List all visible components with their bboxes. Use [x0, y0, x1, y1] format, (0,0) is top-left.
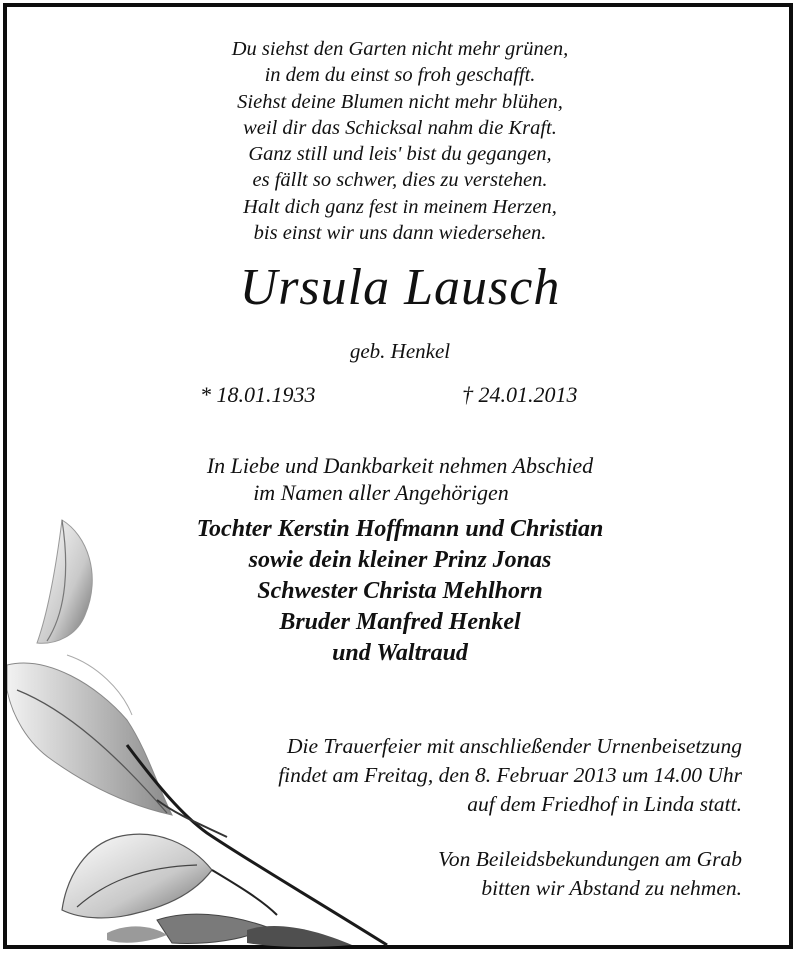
poem-line: in dem du einst so froh geschafft.	[264, 64, 536, 87]
poem-line: es fällt so schwer, dies zu verstehen.	[252, 169, 548, 192]
mourner-line: Schwester Christa Mehlhorn	[257, 578, 543, 604]
mourner-line: sowie dein kleiner Prinz Jonas	[248, 547, 552, 573]
poem-line: Siehst deine Blumen nicht mehr blühen,	[237, 90, 563, 113]
farewell-line: im Namen aller Angehörigen	[253, 480, 509, 505]
poem-line: bis einst wir uns dann wiedersehen.	[253, 222, 547, 245]
farewell-text	[0, 452, 800, 506]
farewell-line: In Liebe und Dankbarkeit nehmen Abschied	[206, 453, 594, 478]
mourners-list	[0, 514, 800, 669]
poem	[0, 36, 800, 246]
poem-line: Ganz still und leis' bist du gegangen,	[248, 143, 552, 166]
condolence-note	[438, 845, 742, 903]
condolence-line: bitten wir Abstand zu nehmen.	[481, 876, 742, 900]
death-date: † 24.01.2013	[462, 382, 578, 407]
birth-date: * 18.01.1933	[200, 382, 316, 407]
service-line: Die Trauerfeier mit anschließender Urnenbeisetzung	[286, 734, 742, 758]
birth-name: geb. Henkel	[349, 339, 451, 363]
mourner-line: Bruder Manfred Henkel	[279, 609, 521, 635]
poem-line: Halt dich ganz fest in meinem Herzen,	[243, 195, 557, 218]
service-line: findet am Freitag, den 8. Februar 2013 um 14.00 Uhr	[278, 763, 742, 787]
mourner-line: Tochter Kerstin Hoffmann und Christian	[196, 516, 604, 542]
deceased-name: Ursula Lausch	[239, 259, 561, 316]
mourner-line: und Waltraud	[332, 640, 468, 666]
service-info	[278, 732, 742, 819]
poem-line: Du siehst den Garten nicht mehr grünen,	[231, 38, 569, 60]
poem-line: weil dir das Schicksal nahm die Kraft.	[243, 116, 557, 139]
condolence-line: Von Beileidsbekundungen am Grab	[438, 847, 742, 871]
service-line: auf dem Friedhof in Linda statt.	[467, 792, 742, 816]
